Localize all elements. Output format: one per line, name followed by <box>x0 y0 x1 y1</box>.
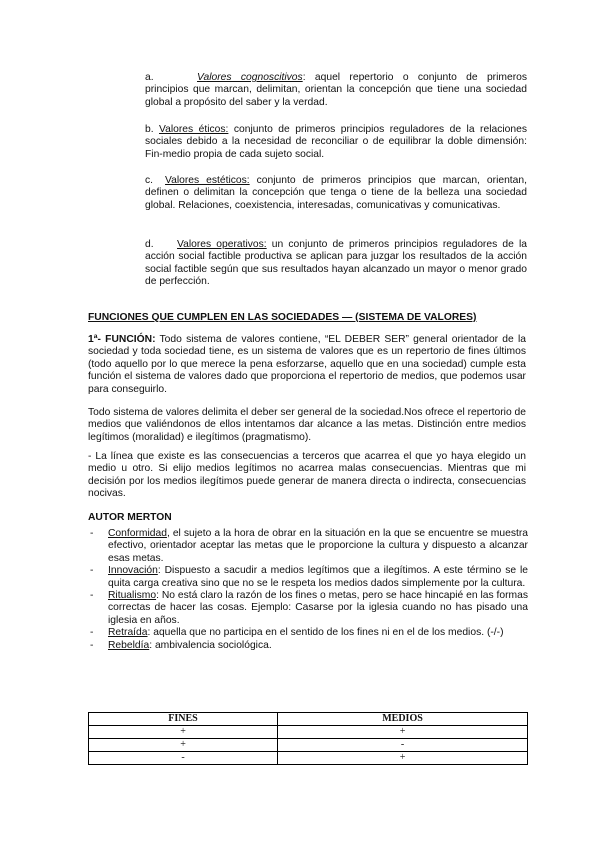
item-text: : aquel repertorio o conjunto de primeros principios que marcan, delimitan, orientan la concepción que tiene una sociedad global a propósito del saber y la verdad. <box>145 72 528 108</box>
fines-medios-table <box>88 712 528 765</box>
item-term: Valores éticos: <box>159 124 229 135</box>
list-text: , el sujeto a la hora de obrar en la situación en la que se encuentre se muestra efectivo, orientador aceptar las metas que le proporcione la cultura y dispuesto a alcanzar esas metas. <box>108 528 528 564</box>
autor-heading: AUTOR MERTON <box>88 512 172 523</box>
table-cell: + <box>89 739 278 752</box>
list-item <box>88 565 528 590</box>
table-row <box>89 739 528 752</box>
list-term: Rebeldía <box>108 639 150 651</box>
table-header-row <box>89 713 528 726</box>
list-text: : aquella que no participa en el sentido de los fines ni en el de los medios. (-/-) <box>147 627 504 639</box>
item-letter: d. <box>145 239 154 250</box>
table-header-medios: MEDIOS <box>278 713 528 726</box>
table-cell: - <box>278 739 528 752</box>
section-title: FUNCIONES QUE CUMPLEN EN LAS SOCIEDADES — (SISTEMA DE VALORES) <box>88 312 477 323</box>
item-valores-cognoscitivos <box>145 72 527 109</box>
paragraph-deber-ser: Todo sistema de valores delimita el deber ser general de la sociedad.Nos ofrece el repertorio de medios que valiéndonos de ellos intentamos dar alcance a las metas. Distinción entre medios legítimos (moralidad) e ilegítimos (pragmatismo). <box>88 407 526 443</box>
list-dash: - <box>90 590 94 602</box>
table-header-fines: FINES <box>89 713 278 726</box>
funcion-paragraph <box>88 334 526 396</box>
table-cell: - <box>89 752 278 765</box>
funcion-label: 1ª- FUNCIÓN: <box>88 334 156 345</box>
table-row <box>89 726 528 739</box>
item-valores-esteticos <box>145 175 527 212</box>
item-valores-operativos <box>145 239 527 289</box>
list-item <box>88 528 528 565</box>
list-term: Innovación <box>108 565 158 577</box>
table-cell: + <box>278 752 528 765</box>
list-term: Ritualismo <box>108 590 157 602</box>
list-term: Conformidad <box>108 528 167 539</box>
item-valores-eticos <box>145 124 527 161</box>
item-letter: c. <box>145 175 154 186</box>
list-term: Retraída <box>108 627 148 639</box>
item-letter: a. <box>145 72 154 83</box>
list-text: : ambivalencia sociológica. <box>149 639 272 651</box>
item-term: Valores operativos: <box>177 239 267 250</box>
table-row <box>89 752 528 765</box>
item-term: Valores cognoscitivos <box>197 72 303 83</box>
merton-list <box>88 528 528 652</box>
list-text: : Dispuesto a sacudir a medios legítimos que a ilegítimos. A este término se le quita carga creativa sino que no se le respeta los medios dados simplemente por la cultura. <box>108 565 528 589</box>
table-cell: + <box>89 726 278 739</box>
list-item <box>88 640 528 652</box>
list-item <box>88 627 528 639</box>
list-text: : No está claro la razón de los fines o metas, pero se hace hincapié en las formas correctas de hacer las cosas. Ejemplo: Casarse por la iglesia cuando no has pisado una iglesia en años. <box>108 590 528 626</box>
table-cell: + <box>278 726 528 739</box>
item-letter: b. <box>145 124 154 135</box>
paragraph-consecuencias: - La línea que existe es las consecuencias a terceros que acarrea el que yo haya elegido un medio u otro. Si elijo medios legítimos no acarrea malas consecuencias. Mientras que mi decisión por los medios ilegítimos puede generar de manera directa o indirecta, consecuencias nocivas. <box>88 451 526 500</box>
list-dash: - <box>90 565 94 577</box>
list-dash: - <box>90 528 94 539</box>
list-dash: - <box>90 627 94 639</box>
list-dash: - <box>90 639 94 651</box>
list-item <box>88 590 528 627</box>
funcion-text: Todo sistema de valores contiene, “EL DEBER SER” general orientador de la sociedad y toda sociedad tiene, es un sistema de valores que es un repertorio de fines últimos (todo aquello por lo que merece la pena esforzarse, aquello que en una sociedad) cumple esta función el sistema de valores dado que proporciona el repertorio de medios, que podemos usar para conseguirlo. <box>88 334 526 395</box>
item-text: conjunto de primeros principios que marcan, orientan, definen o delimitan la concepción que tenga o tiene de la belleza una sociedad global. Relaciones, coexistencia, interesadas, comunicativas y comunicativas. <box>145 175 527 211</box>
item-text: un conjunto de primeros principios reguladores de la acción social factible productiva se aplican para juzgar los resultados de la acción social factible según que sus resultados hayan alcanzado un mayor o menor grado de perfección. <box>145 239 527 288</box>
item-term: Valores estéticos: <box>165 175 250 186</box>
item-text: conjunto de primeros principios reguladores de la relaciones sociales debido a la necesidad de reconciliar o de equilibrar la doble dimensión: Fin-medio propia de cada sujeto social. <box>145 124 527 160</box>
